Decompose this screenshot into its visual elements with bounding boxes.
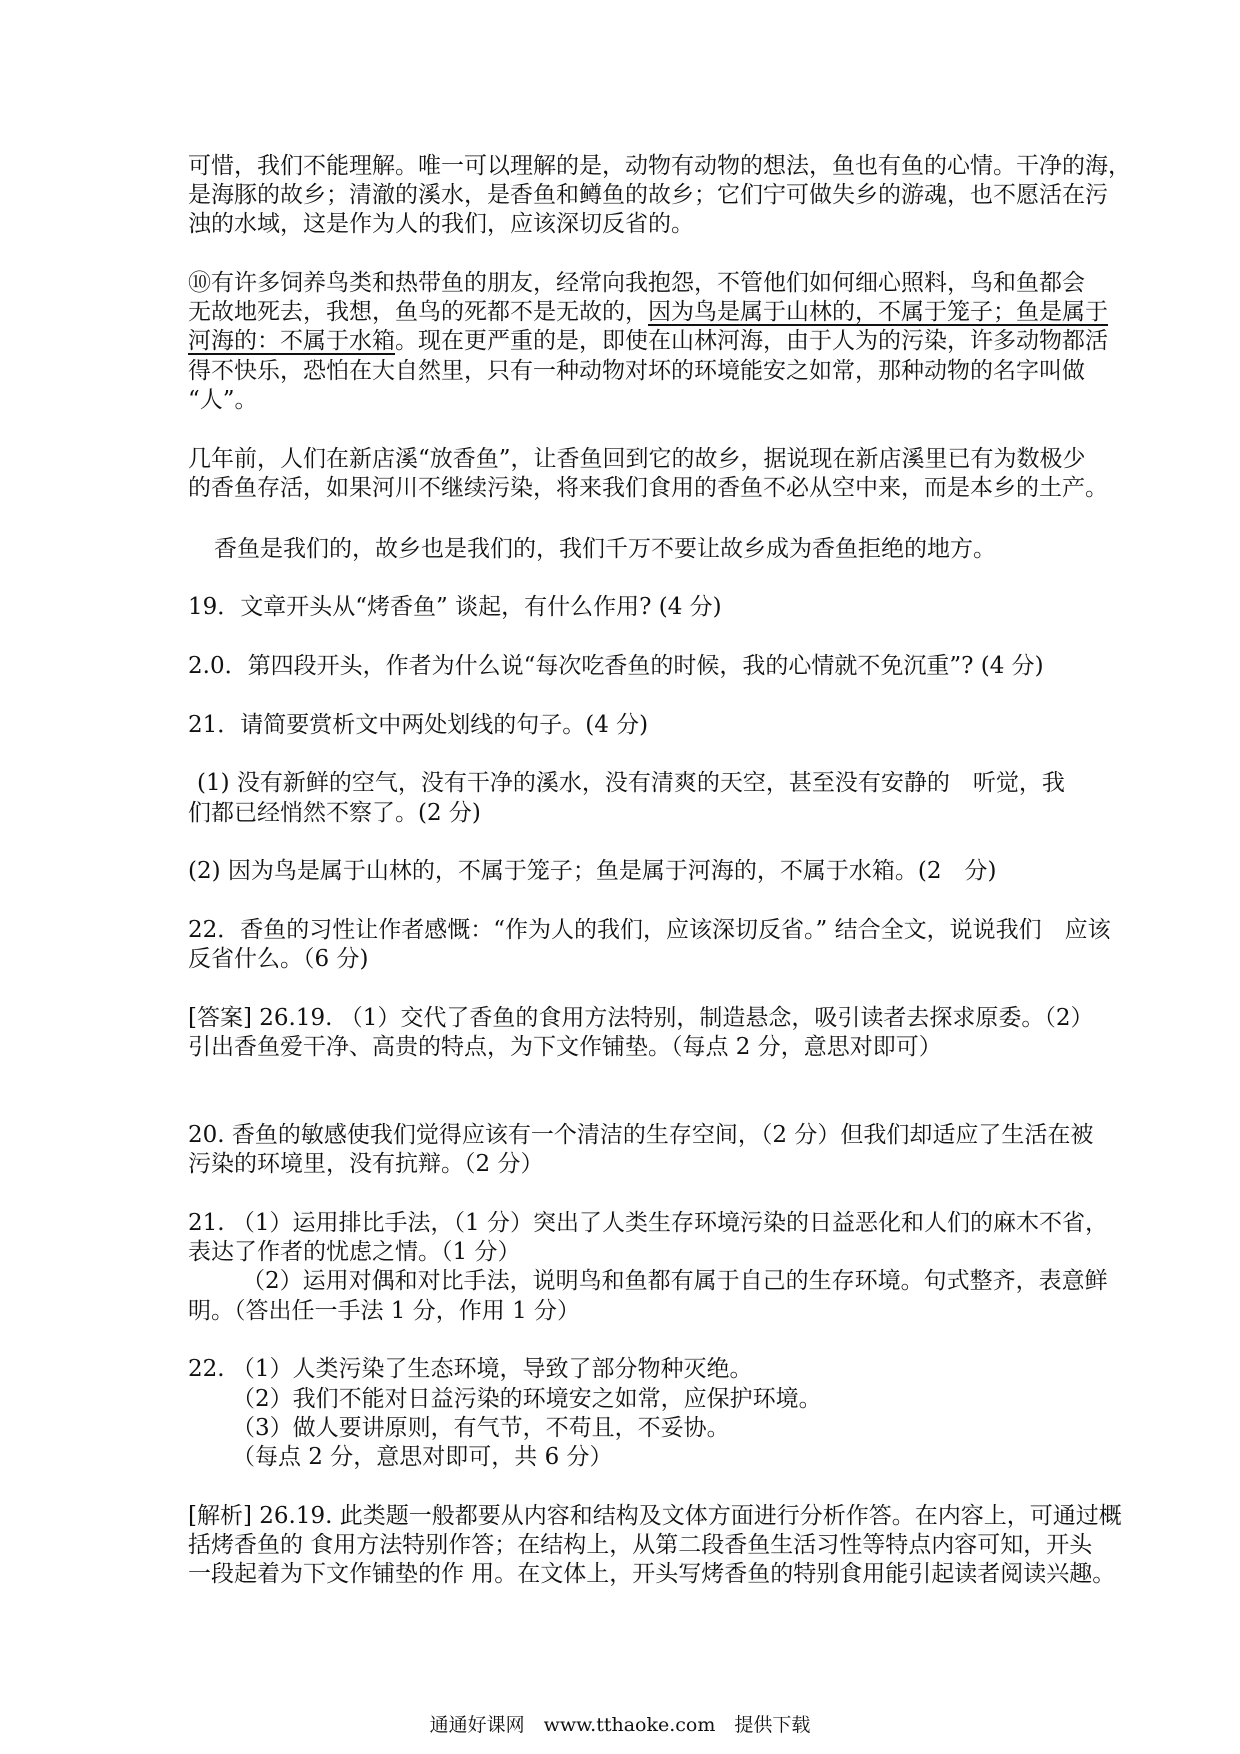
passage-line: 可惜，我们不能理解。唯一可以理解的是，动物有动物的想法，鱼也有鱼的心情。干净的海， bbox=[188, 153, 1131, 179]
question-21-1: (1) 没有新鲜的空气，没有干净的溪水，没有清爽的天空，甚至没有安静的 听觉，我 bbox=[197, 770, 1065, 796]
underlined-sentence: 河海的：不属于水箱 bbox=[188, 328, 395, 354]
answer-21: （2）运用对偶和对比手法，说明鸟和鱼都有属于自己的生存环境。句式整齐，表意鲜 bbox=[242, 1268, 1108, 1294]
passage-line: 是海豚的故乡；清澈的溪水，是香鱼和鳟鱼的故乡；它们宁可做失乡的游魂，也不愿活在污 bbox=[188, 182, 1108, 208]
passage-line: 香鱼是我们的，故乡也是我们的，我们千万不要让故乡成为香鱼拒绝的地方。 bbox=[214, 536, 996, 562]
passage-line: 得不快乐，恐怕在大自然里，只有一种动物对坏的环境能安之如常，那种动物的名字叫做 bbox=[188, 358, 1085, 384]
question-21-1: 们都已经悄然不察了。(2 分) bbox=[188, 800, 481, 826]
question-21-2: (2) 因为鸟是属于山林的，不属于笼子；鱼是属于河海的，不属于水箱。(2 分) bbox=[188, 858, 997, 884]
analysis-line: 括烤香鱼的 食用方法特别作答；在结构上，从第二段香鱼生活习性等特点内容可知，开头 bbox=[188, 1532, 1093, 1558]
analysis-line: [解析] 26.19. 此类题一般都要从内容和结构及文体方面进行分析作答。在内容上，可通过概 bbox=[188, 1503, 1122, 1529]
answer-19: [答案] 26.19. （1）交代了香鱼的食用方法特别，制造悬念，吸引读者去探求原委。（2） bbox=[188, 1005, 1094, 1031]
passage-line: “人”。 bbox=[188, 387, 258, 413]
answer-19: 引出香鱼爱干净、高贵的特点，为下文作铺垫。（每点 2 分，意思对即可） bbox=[188, 1034, 942, 1060]
answer-21: 明。（答出任一手法 1 分，作用 1 分） bbox=[188, 1298, 581, 1324]
answer-22: （2）我们不能对日益污染的环境安之如常，应保护环境。 bbox=[232, 1386, 822, 1412]
answer-22: 22. （1）人类污染了生态环境，导致了部分物种灭绝。 bbox=[188, 1356, 753, 1382]
question-20: 2.0．第四段开头，作者为什么说“每次吃香鱼的时候，我的心情就不免沉重”? (4 分) bbox=[188, 653, 1044, 679]
answer-20: 污染的环境里，没有抗辩。（2 分） bbox=[188, 1151, 544, 1177]
passage-line: 几年前，人们在新店溪“放香鱼”，让香鱼回到它的故乡，据说现在新店溪里已有为数极少 bbox=[188, 446, 1086, 472]
passage-line bbox=[188, 297, 1108, 327]
question-19: 19．文章开头从“烤香鱼” 谈起，有什么作用? (4 分) bbox=[188, 594, 722, 620]
plain-text: 。现在更严重的是，即使在山林河海，由于人为的污染，许多动物都活 bbox=[395, 328, 1108, 354]
question-21: 21．请简要赏析文中两处划线的句子。(4 分) bbox=[188, 712, 649, 738]
answer-22: （3）做人要讲原则，有气节，不苟且，不妥协。 bbox=[232, 1415, 730, 1441]
answer-20: 20. 香鱼的敏感使我们觉得应该有一个清洁的生存空间，（2 分）但我们却适应了生活在被 bbox=[188, 1122, 1094, 1148]
page-footer: 通通好课网 www.tthaoke.com 提供下载 bbox=[429, 1714, 811, 1736]
underlined-sentence: 因为鸟是属于山林的，不属于笼子；鱼是属于 bbox=[648, 299, 1108, 325]
answer-21: 21. （1）运用排比手法，（1 分）突出了人类生存环境污染的日益恶化和人们的麻木不省， bbox=[188, 1210, 1108, 1236]
passage-line: 浊的水域，这是作为人的我们，应该深切反省的。 bbox=[188, 211, 694, 237]
passage-line bbox=[188, 326, 1108, 356]
plain-text: 无故地死去，我想，鱼鸟的死都不是无故的， bbox=[188, 299, 648, 325]
analysis-line: 一段起着为下文作铺垫的作 用。在文体上，开头写烤香鱼的特别食用能引起读者阅读兴趣。 bbox=[188, 1561, 1116, 1587]
answer-21: 表达了作者的忧虑之情。（1 分） bbox=[188, 1239, 521, 1265]
passage-line: 的香鱼存活，如果河川不继续污染，将来我们食用的香鱼不必从空中来，而是本乡的土产。 bbox=[188, 475, 1108, 501]
question-22: 22．香鱼的习性让作者感慨：“作为人的我们，应该深切反省。” 结合全文，说说我们 应该 bbox=[188, 917, 1111, 943]
question-22: 反省什么。（6 分) bbox=[188, 946, 369, 972]
answer-22: （每点 2 分，意思对即可，共 6 分） bbox=[232, 1444, 613, 1470]
passage-line: ⑩有许多饲养鸟类和热带鱼的朋友，经常向我抱怨，不管他们如何细心照料，鸟和鱼都会 bbox=[188, 270, 1085, 296]
